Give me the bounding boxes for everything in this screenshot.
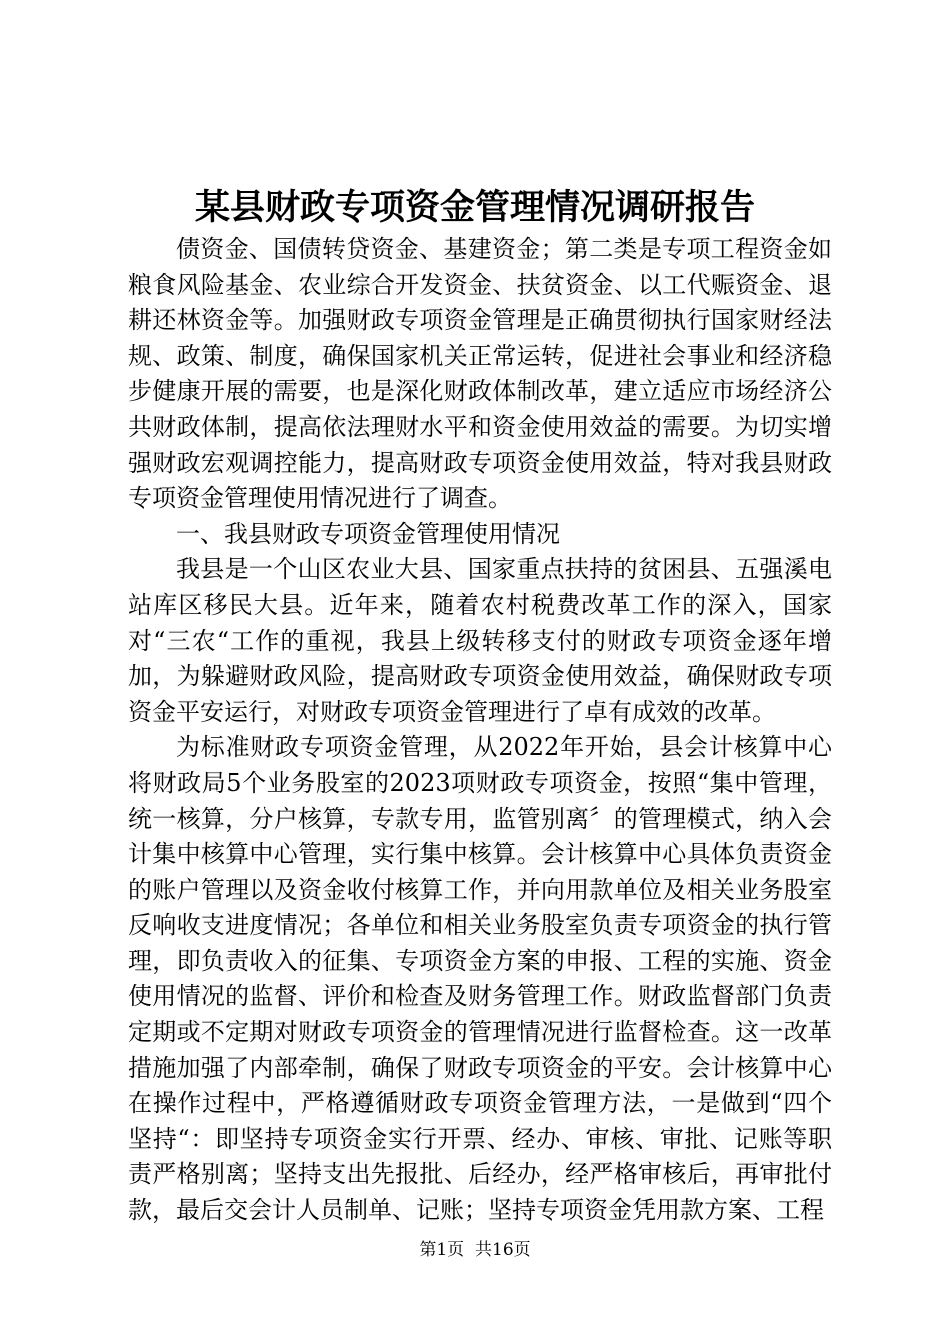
document-title: 某县财政专项资金管理情况调研报告 — [194, 187, 755, 228]
paragraph: 债资金、国债转贷资金、基建资金；第二类是专项工程资金如粮食风险基金、农业综合开发资金、扶贫资金、以工代赈资金、退耕还林资金等。加强财政专项资金管理是正确贯彻执行国家财经法规、政策、制度，确保国家机关正常运转，促进社会事业和经济稳步健康开展的需要，也是深化财政体制改革，建立适应市场经济公共财政体制，提高依法理财水平和资金使用效益的需要。为切实增强财政宏观调控能力，提高财政专项资金使用效益，特对我县财政专项资金管理使用情况进行了调查。 — [128, 235, 832, 513]
page-footer — [0, 1238, 950, 1262]
footer-separator — [464, 1240, 475, 1260]
document-body — [128, 232, 832, 1229]
page-number: 第1页 — [419, 1240, 465, 1260]
paragraph: 为标准财政专项资金管理，从2022年开始，县会计核算中心将财政局5个业务股室的2023项财政专项资金，按照“集中管理，统一核算，分户核算，专款专用，监管别离〞的管理模式，纳入会计集中核算中心管理，实行集中核算。会计核算中心具体负责资金的账户管理以及资金收付核算工作，并向用款单位及相关业务股室反响收支进度情况；各单位和相关业务股室负责专项资金的执行管理，即负责收入的征集、专项资金方案的申报、工程的实施、资金使用情况的监督、评价和检查及财务管理工作。财政监督部门负责定期或不定期对财政专项资金的管理情况进行监督检查。这一改革措施加强了内部牵制，确保了财政专项资金的平安。会计核算中心在操作过程中，严格遵循财政专项资金管理方法，一是做到“四个坚持“：即坚持专项资金实行开票、经办、审核、审批、记账等职责严格别离；坚持支出先报批、后经办，经严格审核后，再审批付款，最后交会计人员制单、记账；坚持专项资金凭用款方案、工程 — [128, 733, 832, 1225]
section-heading: 一、我县财政专项资金管理使用情况 — [176, 519, 560, 548]
total-pages: 共16页 — [475, 1240, 531, 1260]
paragraph: 我县是一个山区农业大县、国家重点扶持的贫困县、五强溪电站库区移民大县。近年来，随着农村税费改革工作的深入，国家对“三农“工作的重视，我县上级转移支付的财政专项资金逐年增加，为躲避财政风险，提高财政专项资金使用效益，确保财政专项资金平安运行，对财政专项资金管理进行了卓有成效的改革。 — [128, 555, 832, 726]
